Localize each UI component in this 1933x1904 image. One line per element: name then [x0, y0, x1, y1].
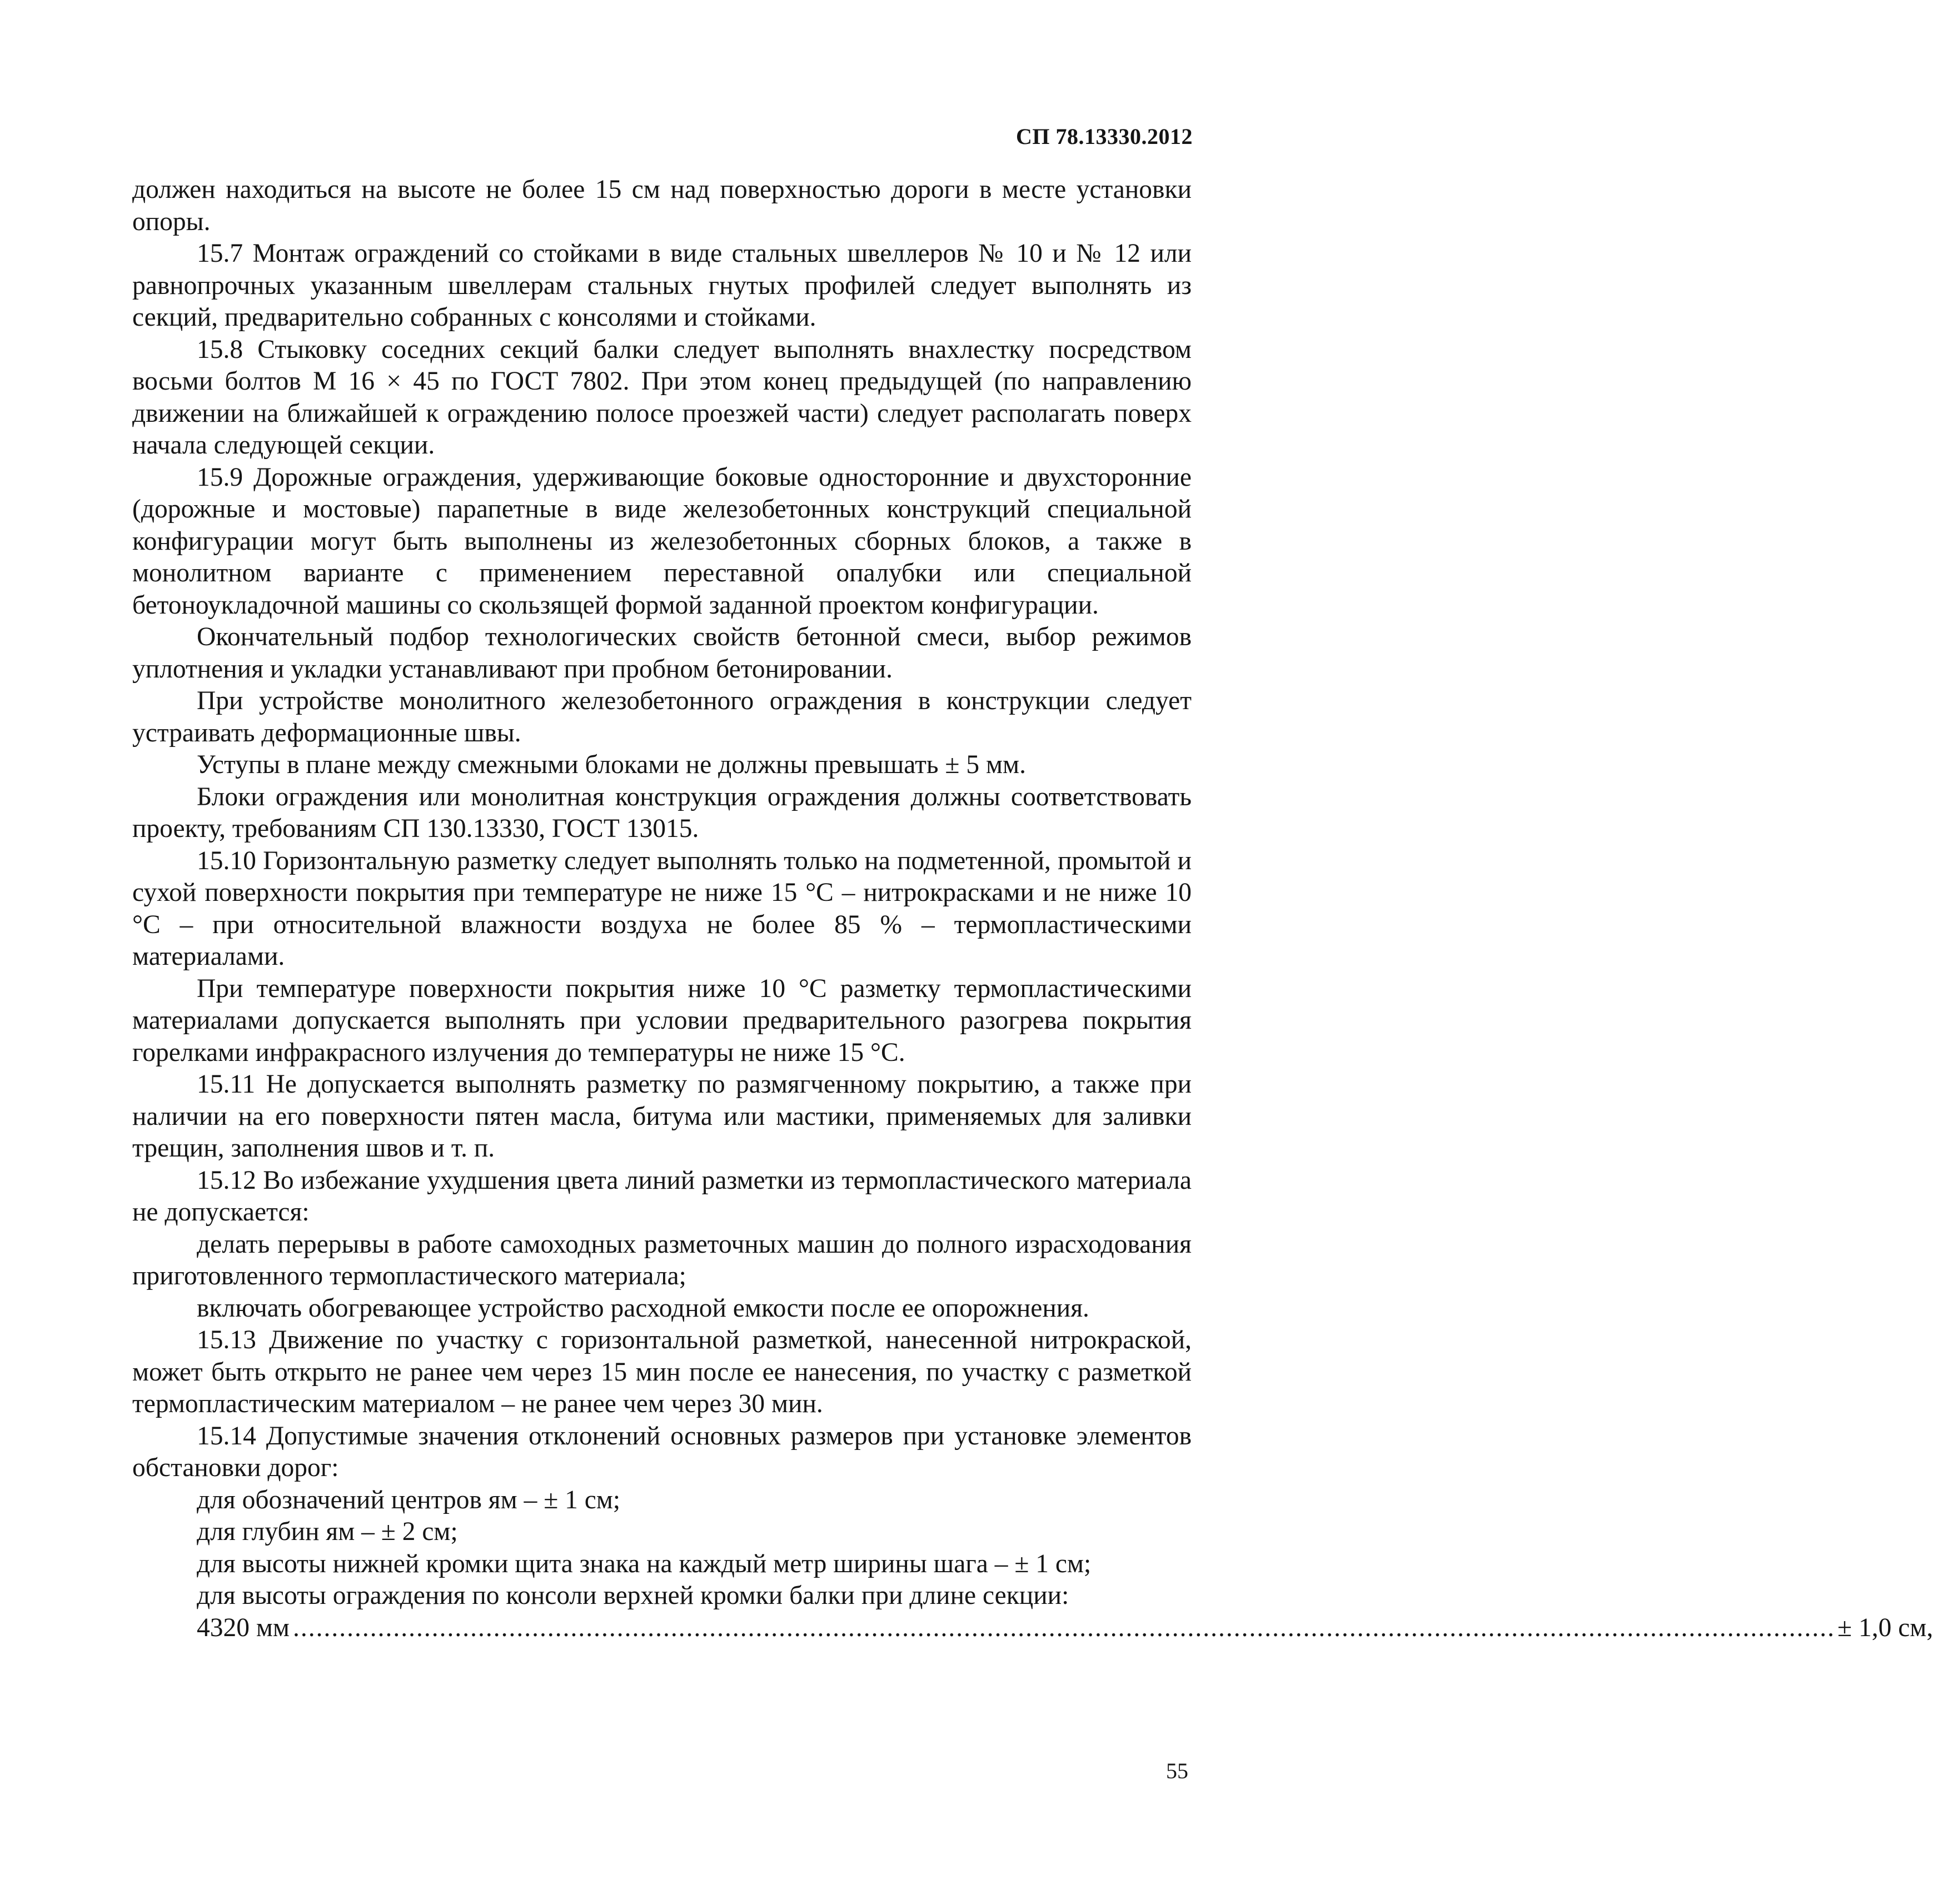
- paragraph-continuation: должен находиться на высоте не более 15 см над поверхностью дороги в месте установки опоры.: [132, 175, 1192, 236]
- paragraph-15-8: 15.8 Стыковку соседних секций балки следует выполнять внахлестку посредством восьми болтов М 16 × 45 по ГОСТ 7802. При этом конец предыдущей (по направлению движении на ближайшей к ограждению полосе проезжей части) следует располагать поверх начала следующей секции.: [132, 335, 1192, 460]
- paragraph-15-7: 15.7 Монтаж ограждений со стойками в виде стальных швеллеров № 10 и № 12 или равнопрочных указанным швеллерам стальных гнутых профилей следует выполнять из секций, предварительно собранных с консолями и стойками.: [132, 239, 1192, 332]
- tolerance-leader-line: [132, 1612, 1933, 1644]
- paragraph-block-offsets: Уступы в плане между смежными блоками не должны превышать ± 5 мм.: [197, 750, 1026, 779]
- paragraph-15-14: 15.14 Допустимые значения отклонений основных размеров при установке элементов обстановки дорог:: [132, 1421, 1192, 1482]
- list-item-sign-height: для высоты нижней кромки щита знака на каждый метр ширины шага – ± 1 см;: [197, 1549, 1092, 1578]
- list-item-barrier-height: для высоты ограждения по консоли верхней кромки балки при длине секции:: [197, 1581, 1069, 1610]
- paragraph-low-temperature: При температуре поверхности покрытия ниже 10 °С разметку термопластическими материалами допускается выполнять при условии предварительного разогрева покрытия горелками инфракрасного излучения до температуры не ниже 15 °С.: [132, 974, 1192, 1067]
- paragraph-block-requirements: Блоки ограждения или монолитная конструкция ограждения должны соответствовать проекту, требованиям СП 130.13330, ГОСТ 13015.: [132, 782, 1192, 843]
- paragraph-15-11: 15.11 Не допускается выполнять разметку по размягченному покрытию, а также при наличии на его поверхности пятен масла, битума или мастики, применяемых для заливки трещин, заполнения швов и т. п.: [132, 1070, 1192, 1163]
- list-item-machine-breaks: делать перерывы в работе самоходных разметочных машин до полного израсходования приготовленного термопластического материала;: [132, 1229, 1192, 1290]
- tolerance-value: ± 1,0 см,: [1837, 1613, 1933, 1642]
- paragraph-15-13: 15.13 Движение по участку с горизонтальной разметкой, нанесенной нитрокраской, может быть открыто не ранее чем через 15 мин после ее нанесения, по участку с разметкой термопластическим материалом – не ранее чем через 30 мин.: [132, 1325, 1192, 1418]
- paragraph-expansion-joints: При устройстве монолитного железобетонного ограждения в конструкции следует устраивать деформационные швы.: [132, 686, 1192, 747]
- dot-leader: ........................................................................................................................................................................................................: [293, 1613, 1835, 1642]
- section-length-label: 4320 мм: [197, 1613, 290, 1642]
- paragraph-15-9: 15.9 Дорожные ограждения, удерживающие боковые односторонние и двухсторонние (дорожные и мостовые) парапетные в виде железобетонных конструкций специальной конфигурации могут быть выполнены из железобетонных сборных блоков, а также в монолитном варианте с применением переставной опалубки или специальной бетоноукладочной машины со скользящей формой заданной проектом конфигурации.: [132, 462, 1192, 620]
- list-item-pit-depths: для глубин ям – ± 2 см;: [197, 1517, 458, 1546]
- page-body: [132, 174, 1933, 1644]
- list-item-heating-device: включать обогревающее устройство расходной емкости после ее опорожнения.: [197, 1293, 1089, 1323]
- list-item-pit-centers: для обозначений центров ям – ± 1 см;: [197, 1485, 621, 1514]
- paragraph-concrete-mix: Окончательный подбор технологических свойств бетонной смеси, выбор режимов уплотнения и укладки устанавливают при пробном бетонировании.: [132, 622, 1192, 684]
- paragraph-15-12: 15.12 Во избежание ухудшения цвета линий разметки из термопластического материала не допускается:: [132, 1165, 1192, 1227]
- page-number: 55: [1166, 1758, 1188, 1783]
- document-code: СП 78.13330.2012: [1016, 124, 1193, 149]
- paragraph-15-10: 15.10 Горизонтальную разметку следует выполнять только на подметенной, промытой и сухой поверхности покрытия при температуре не ниже 15 °С – нитрокрасками и не ниже 10 °С – при относительной влажности воздуха не более 85 % – термопластическими материалами.: [132, 846, 1192, 971]
